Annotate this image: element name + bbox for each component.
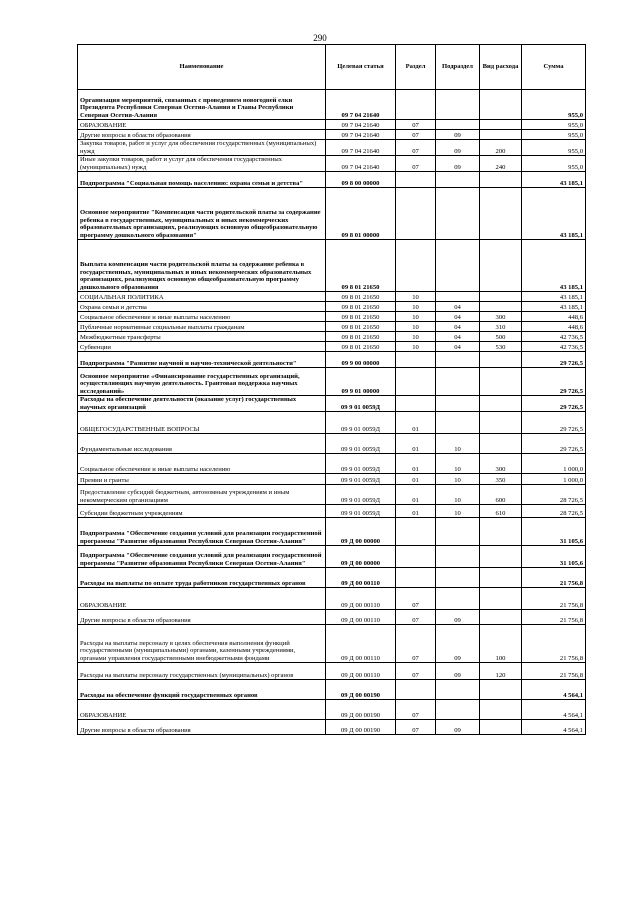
cell-expense-type: 310: [480, 322, 522, 332]
cell-section: 07: [396, 610, 436, 625]
cell-section: [396, 188, 436, 240]
cell-section: 07: [396, 720, 436, 735]
cell-sum: 42 736,5: [522, 332, 586, 342]
cell-name: СОЦИАЛЬНАЯ ПОЛИТИКА: [78, 292, 326, 302]
cell-name: Закупка товаров, работ и услуг для обеспечения государственных (муниципальных) нужд: [78, 140, 326, 156]
cell-code: 09 7 04 21640: [326, 130, 396, 140]
header-section: Раздел: [396, 45, 436, 90]
cell-sum: 448,6: [522, 312, 586, 322]
cell-expense-type: 500: [480, 332, 522, 342]
table-row: [78, 140, 586, 156]
cell-subsection: [436, 412, 480, 434]
cell-subsection: [436, 396, 480, 412]
cell-name: Предоставление субсидий бюджетным, автономным учреждениям и иным некоммерческим организациям: [78, 485, 326, 505]
table-row: [78, 90, 586, 120]
cell-code: 09 9 01 00000: [326, 368, 396, 396]
cell-expense-type: [480, 412, 522, 434]
cell-sum: 43 185,1: [522, 302, 586, 312]
cell-subsection: [436, 352, 480, 368]
cell-expense-type: [480, 188, 522, 240]
cell-subsection: 04: [436, 302, 480, 312]
cell-section: 01: [396, 454, 436, 474]
cell-name: Расходы на выплаты персоналу в целях обеспечения выполнения функций государственными (муниципальными) органами, казенными учреждениями, органами управления государственными внебюджетными фондами: [78, 625, 326, 663]
cell-code: 09 8 01 21650: [326, 292, 396, 302]
table-row: [78, 396, 586, 412]
cell-sum: 4 564,1: [522, 680, 586, 700]
cell-expense-type: 300: [480, 454, 522, 474]
cell-code: 09 9 01 0059Д: [326, 485, 396, 505]
cell-section: 10: [396, 322, 436, 332]
cell-name: Социальное обеспечение и иные выплаты населению: [78, 454, 326, 474]
cell-expense-type: [480, 368, 522, 396]
cell-code: 09 8 01 21650: [326, 342, 396, 352]
cell-name: Субвенции: [78, 342, 326, 352]
header-sum: Сумма: [522, 45, 586, 90]
cell-expense-type: [480, 120, 522, 130]
cell-sum: 28 726,5: [522, 505, 586, 518]
cell-subsection: 10: [436, 454, 480, 474]
cell-expense-type: 200: [480, 140, 522, 156]
cell-expense-type: [480, 172, 522, 188]
cell-section: 10: [396, 332, 436, 342]
table-row: [78, 312, 586, 322]
cell-name: Расходы на обеспечение деятельности (оказание услуг) государственных научных организаций: [78, 396, 326, 412]
cell-name: Социальное обеспечение и иные выплаты населению: [78, 312, 326, 322]
cell-name: Другие вопросы в области образования: [78, 610, 326, 625]
table-row: [78, 172, 586, 188]
cell-section: [396, 90, 436, 120]
cell-subsection: 10: [436, 485, 480, 505]
cell-subsection: 09: [436, 625, 480, 663]
cell-sum: 29 726,5: [522, 434, 586, 454]
cell-section: [396, 240, 436, 292]
cell-code: 09 8 01 21650: [326, 322, 396, 332]
cell-sum: 42 736,5: [522, 342, 586, 352]
cell-expense-type: 100: [480, 625, 522, 663]
table-header-row: [78, 45, 586, 90]
table-row: [78, 120, 586, 130]
cell-sum: 4 564,1: [522, 720, 586, 735]
table-row: [78, 292, 586, 302]
cell-code: 09 Д 00 00190: [326, 720, 396, 735]
table-row: [78, 188, 586, 240]
cell-sum: 28 726,5: [522, 485, 586, 505]
table-row: [78, 485, 586, 505]
cell-expense-type: 610: [480, 505, 522, 518]
cell-subsection: 09: [436, 156, 480, 172]
cell-subsection: [436, 518, 480, 546]
table-row: [78, 680, 586, 700]
cell-expense-type: 120: [480, 663, 522, 680]
cell-subsection: [436, 588, 480, 610]
table-row: [78, 454, 586, 474]
page-number: 290: [313, 33, 327, 43]
cell-section: [396, 396, 436, 412]
cell-name: Организация мероприятий, связанных с проведением новогодней елки Президента Республики Северная Осетия-Алания и Главы Республики Северная Осетия-Алания: [78, 90, 326, 120]
cell-name: Другие вопросы в области образования: [78, 720, 326, 735]
cell-sum: 955,0: [522, 120, 586, 130]
cell-code: 09 8 01 21650: [326, 240, 396, 292]
cell-code: 09 Д 00 00110: [326, 588, 396, 610]
cell-subsection: 10: [436, 505, 480, 518]
cell-code: 09 8 00 00000: [326, 172, 396, 188]
cell-expense-type: [480, 588, 522, 610]
cell-sum: 955,0: [522, 156, 586, 172]
cell-subsection: 04: [436, 312, 480, 322]
cell-subsection: [436, 546, 480, 568]
table-row: [78, 322, 586, 332]
cell-code: 09 Д 00 00000: [326, 546, 396, 568]
cell-expense-type: 240: [480, 156, 522, 172]
table-row: [78, 568, 586, 588]
cell-code: 09 Д 00 00000: [326, 518, 396, 546]
table-row: [78, 352, 586, 368]
cell-name: Охрана семьи и детства: [78, 302, 326, 312]
cell-code: 09 9 01 0059Д: [326, 412, 396, 434]
cell-code: 09 Д 00 00110: [326, 610, 396, 625]
cell-code: 09 7 04 21640: [326, 90, 396, 120]
cell-section: 07: [396, 120, 436, 130]
cell-subsection: [436, 368, 480, 396]
table-row: [78, 546, 586, 568]
cell-expense-type: [480, 546, 522, 568]
cell-sum: 29 726,5: [522, 352, 586, 368]
cell-name: Подпрограмма "Обеспечение создания условий для реализации государственной программы "Развитие образования Республики Северная Осетия-Алания": [78, 518, 326, 546]
cell-code: 09 7 04 21640: [326, 156, 396, 172]
cell-name: Расходы на выплаты персоналу государственных (муниципальных) органов: [78, 663, 326, 680]
table-row: [78, 332, 586, 342]
cell-section: [396, 518, 436, 546]
cell-name: Расходы на обеспечение функций государственных органов: [78, 680, 326, 700]
cell-expense-type: [480, 568, 522, 588]
cell-name: Премии и гранты: [78, 474, 326, 485]
cell-expense-type: [480, 302, 522, 312]
table-body: [78, 90, 586, 735]
cell-section: 01: [396, 485, 436, 505]
table-row: [78, 240, 586, 292]
cell-subsection: 09: [436, 720, 480, 735]
cell-section: 10: [396, 342, 436, 352]
cell-subsection: [436, 240, 480, 292]
table-row: [78, 302, 586, 312]
cell-sum: 1 000,0: [522, 454, 586, 474]
table-row: [78, 610, 586, 625]
cell-expense-type: [480, 680, 522, 700]
table-row: [78, 342, 586, 352]
cell-code: 09 8 01 21650: [326, 312, 396, 322]
cell-expense-type: [480, 396, 522, 412]
cell-subsection: 04: [436, 342, 480, 352]
cell-code: 09 9 01 0059Д: [326, 474, 396, 485]
cell-subsection: [436, 120, 480, 130]
cell-section: 10: [396, 312, 436, 322]
cell-expense-type: [480, 700, 522, 720]
table-row: [78, 130, 586, 140]
cell-expense-type: 530: [480, 342, 522, 352]
cell-expense-type: [480, 130, 522, 140]
cell-expense-type: [480, 90, 522, 120]
cell-section: 07: [396, 140, 436, 156]
cell-section: [396, 680, 436, 700]
cell-section: 01: [396, 505, 436, 518]
cell-sum: 43 185,1: [522, 172, 586, 188]
cell-subsection: [436, 292, 480, 302]
cell-name: Межбюджетные трансферты: [78, 332, 326, 342]
cell-name: Публичные нормативные социальные выплаты гражданам: [78, 322, 326, 332]
cell-name: Подпрограмма "Развитие научной и научно-технической деятельности": [78, 352, 326, 368]
cell-expense-type: [480, 292, 522, 302]
cell-subsection: 04: [436, 322, 480, 332]
table-row: [78, 434, 586, 454]
cell-sum: 21 756,8: [522, 568, 586, 588]
table-row: [78, 625, 586, 663]
cell-code: 09 9 01 0059Д: [326, 434, 396, 454]
cell-subsection: [436, 700, 480, 720]
header-subsection: Подраздел: [436, 45, 480, 90]
table-row: [78, 412, 586, 434]
cell-sum: 43 185,1: [522, 240, 586, 292]
cell-name: Другие вопросы в области образования: [78, 130, 326, 140]
cell-expense-type: [480, 352, 522, 368]
cell-expense-type: 350: [480, 474, 522, 485]
cell-subsection: [436, 172, 480, 188]
cell-expense-type: 300: [480, 312, 522, 322]
header-expense-type: Вид расхода: [480, 45, 522, 90]
cell-sum: 31 105,6: [522, 546, 586, 568]
cell-expense-type: [480, 518, 522, 546]
cell-sum: 21 756,8: [522, 588, 586, 610]
cell-code: 09 9 01 0059Д: [326, 454, 396, 474]
cell-name: Субсидии бюджетным учреждениям: [78, 505, 326, 518]
header-code: Целевая статья: [326, 45, 396, 90]
cell-sum: 955,0: [522, 130, 586, 140]
cell-code: 09 7 04 21640: [326, 120, 396, 130]
cell-name: Иные закупки товаров, работ и услуг для обеспечения государственных (муниципальных) нужд: [78, 156, 326, 172]
table-row: [78, 518, 586, 546]
cell-sum: 29 726,5: [522, 368, 586, 396]
cell-section: 01: [396, 412, 436, 434]
cell-section: 10: [396, 292, 436, 302]
cell-subsection: 09: [436, 610, 480, 625]
table-row: [78, 663, 586, 680]
cell-code: 09 9 01 0059Д: [326, 505, 396, 518]
budget-table: [77, 44, 586, 735]
cell-name: Подпрограмма "Обеспечение создания условий для реализации государственной программы "Развитие образования Республики Северная Осетия-Алания": [78, 546, 326, 568]
cell-section: [396, 368, 436, 396]
cell-section: [396, 352, 436, 368]
cell-subsection: [436, 680, 480, 700]
cell-sum: 29 726,5: [522, 396, 586, 412]
cell-section: [396, 172, 436, 188]
header-name: Наименование: [78, 45, 326, 90]
cell-sum: 1 000,0: [522, 474, 586, 485]
cell-name: ОБЩЕГОСУДАРСТВЕННЫЕ ВОПРОСЫ: [78, 412, 326, 434]
cell-code: 09 8 01 21650: [326, 302, 396, 312]
table-row: [78, 700, 586, 720]
cell-name: Основное мероприятие «Финансирование государственных организаций, осуществляющих научную деятельность. Грантовая поддержка научных исследований»: [78, 368, 326, 396]
cell-section: 07: [396, 700, 436, 720]
cell-code: 09 Д 00 00110: [326, 663, 396, 680]
cell-name: ОБРАЗОВАНИЕ: [78, 120, 326, 130]
cell-section: 07: [396, 663, 436, 680]
cell-name: Подпрограмма "Социальная помощь населению: охрана семьи и детства": [78, 172, 326, 188]
cell-subsection: 09: [436, 140, 480, 156]
cell-expense-type: [480, 240, 522, 292]
cell-section: 07: [396, 130, 436, 140]
cell-sum: 29 726,5: [522, 412, 586, 434]
cell-section: [396, 546, 436, 568]
cell-sum: 4 564,1: [522, 700, 586, 720]
cell-sum: 43 185,1: [522, 188, 586, 240]
cell-section: 01: [396, 474, 436, 485]
table-row: [78, 720, 586, 735]
cell-sum: 31 105,6: [522, 518, 586, 546]
cell-code: 09 7 04 21640: [326, 140, 396, 156]
cell-subsection: 10: [436, 434, 480, 454]
cell-expense-type: [480, 610, 522, 625]
cell-code: 09 8 01 21650: [326, 332, 396, 342]
table-row: [78, 156, 586, 172]
cell-sum: 955,0: [522, 90, 586, 120]
cell-code: 09 Д 00 00190: [326, 700, 396, 720]
cell-name: Фундаментальные исследования: [78, 434, 326, 454]
cell-sum: 21 756,8: [522, 610, 586, 625]
cell-sum: 21 756,8: [522, 625, 586, 663]
table-row: [78, 474, 586, 485]
table-row: [78, 588, 586, 610]
cell-code: 09 9 01 0059Д: [326, 396, 396, 412]
cell-code: 09 Д 00 00190: [326, 680, 396, 700]
cell-expense-type: [480, 434, 522, 454]
cell-code: 09 9 00 00000: [326, 352, 396, 368]
table-row: [78, 505, 586, 518]
cell-subsection: [436, 188, 480, 240]
cell-name: Основное мероприятие "Компенсация части родительской платы за содержание ребенка в государственных, муниципальных и иных некоммерческих образовательных организациях, реализующих основную общеобразовательную программу дошкольного образования": [78, 188, 326, 240]
cell-section: 10: [396, 302, 436, 312]
cell-name: Расходы на выплаты по оплате труда работников государственных органов: [78, 568, 326, 588]
cell-code: 09 Д 00 00110: [326, 625, 396, 663]
cell-name: ОБРАЗОВАНИЕ: [78, 588, 326, 610]
cell-subsection: 04: [436, 332, 480, 342]
cell-expense-type: [480, 720, 522, 735]
cell-sum: 21 756,8: [522, 663, 586, 680]
cell-sum: 448,6: [522, 322, 586, 332]
cell-subsection: [436, 90, 480, 120]
cell-subsection: 10: [436, 474, 480, 485]
cell-section: [396, 568, 436, 588]
cell-name: Выплата компенсации части родительской платы за содержание ребенка в государственных, муниципальных и иных некоммерческих образовательных организациях, реализующих основную общеобразовательную программу дошкольного образования: [78, 240, 326, 292]
cell-section: 07: [396, 588, 436, 610]
cell-section: 01: [396, 434, 436, 454]
cell-sum: 43 185,1: [522, 292, 586, 302]
cell-expense-type: 600: [480, 485, 522, 505]
cell-section: 07: [396, 625, 436, 663]
cell-sum: 955,0: [522, 140, 586, 156]
table-row: [78, 368, 586, 396]
cell-subsection: 09: [436, 130, 480, 140]
cell-code: 09 Д 00 00110: [326, 568, 396, 588]
cell-section: 07: [396, 156, 436, 172]
cell-name: ОБРАЗОВАНИЕ: [78, 700, 326, 720]
cell-subsection: 09: [436, 663, 480, 680]
cell-code: 09 8 01 00000: [326, 188, 396, 240]
cell-subsection: [436, 568, 480, 588]
